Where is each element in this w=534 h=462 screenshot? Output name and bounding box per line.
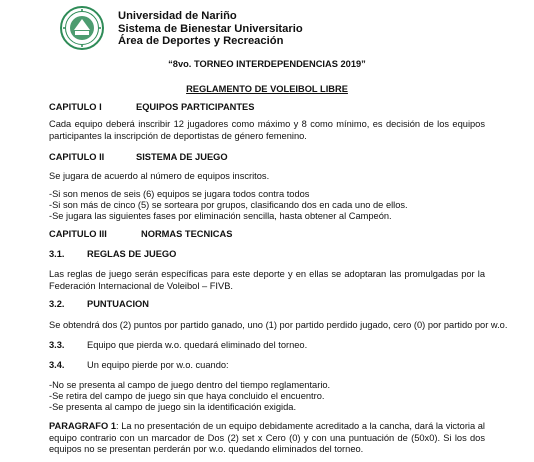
tournament-title: “8vo. TORNEO INTERDEPENDENCIAS 2019” — [168, 59, 366, 69]
header-area: Área de Deportes y Recreación — [118, 35, 284, 47]
chapter-3-heading — [49, 229, 232, 239]
section-3-2-heading — [49, 299, 149, 309]
chapter-2-item-1: -Si son menos de seis (6) equipos se jugara todos contra todos — [49, 189, 310, 199]
section-3-1-number: 3.1. — [49, 249, 65, 259]
paragraph-1-text: : La no presentación de un equipo debidamente acreditado a la cancha, dará la victoria al equipo contrario con un marcador de Dos (2) set x Cero (0) y con una puntuación de (50x0). Si los dos equipos no se presentan perderán por w.o. quedando eliminados del torneo. — [49, 421, 485, 455]
chapter-2-heading — [49, 152, 228, 162]
chapter-1-heading — [49, 102, 254, 112]
header-university: Universidad de Nariño — [118, 10, 237, 22]
chapter-1-title: EQUIPOS PARTICIPANTES — [136, 102, 255, 112]
paragraph-1 — [49, 421, 485, 456]
section-3-1-text: Las reglas de juego serán específicas para este deporte y en ellas se adoptaran las promulgadas por la Federación Internacional de Voleibol – FIVB. — [49, 269, 485, 291]
section-3-1-title: REGLAS DE JUEGO — [87, 249, 177, 259]
section-3-3-text: Equipo que pierda w.o. quedará eliminado del torneo. — [87, 340, 308, 350]
chapter-2-item-3: -Se jugara las siguientes fases por eliminación sencilla, hasta obtener al Campeón. — [49, 211, 392, 221]
chapter-2-number: CAPITULO II — [49, 152, 105, 162]
section-3-2-text: Se obtendrá dos (2) puntos por partido ganado, uno (1) por partido perdido jugado, cero (0) por partido por w.o. — [49, 320, 508, 330]
section-3-1-heading — [49, 249, 176, 259]
section-3-2-number: 3.2. — [49, 299, 65, 309]
institution-header — [118, 10, 303, 48]
chapter-2-title: SISTEMA DE JUEGO — [136, 152, 228, 162]
section-3-4-item-3: -Se presenta al campo de juego sin la identificación exigida. — [49, 402, 297, 412]
regulation-title-text: REGLAMENTO DE VOLEIBOL LIBRE — [186, 84, 348, 94]
paragraph-1-label: PARAGRAFO 1 — [49, 421, 117, 431]
chapter-1-text: Cada equipo deberá inscribir 12 jugadores como máximo y 8 como mínimo, es decisión de los equipos participantes la inscripción de deportistas de género femenino. — [49, 119, 485, 141]
regulation-title — [0, 84, 534, 94]
section-3-4-number: 3.4. — [49, 360, 65, 370]
section-3-3 — [49, 340, 307, 350]
section-3-3-number: 3.3. — [49, 340, 65, 350]
chapter-3-title: NORMAS TECNICAS — [141, 229, 233, 239]
section-3-4-text: Un equipo pierde por w.o. cuando: — [87, 360, 229, 370]
section-3-4-item-1: -No se presenta al campo de juego dentro del tiempo reglamentario. — [49, 380, 331, 390]
chapter-1-number: CAPITULO I — [49, 102, 102, 112]
chapter-2-intro: Se jugara de acuerdo al número de equipos inscritos. — [49, 171, 270, 181]
section-3-4 — [49, 360, 229, 370]
header-system: Sistema de Bienestar Universitario — [118, 22, 303, 35]
chapter-3-number: CAPITULO III — [49, 229, 107, 239]
section-3-2-title: PUNTUACION — [87, 299, 149, 309]
section-3-4-item-2: -Se retira del campo de juego sin que haya concluido el encuentro. — [49, 391, 325, 401]
university-seal-icon — [60, 6, 104, 50]
chapter-2-item-2: -Si son más de cinco (5) se sorteara por grupos, clasificando dos en cada uno de ellos. — [49, 200, 408, 210]
